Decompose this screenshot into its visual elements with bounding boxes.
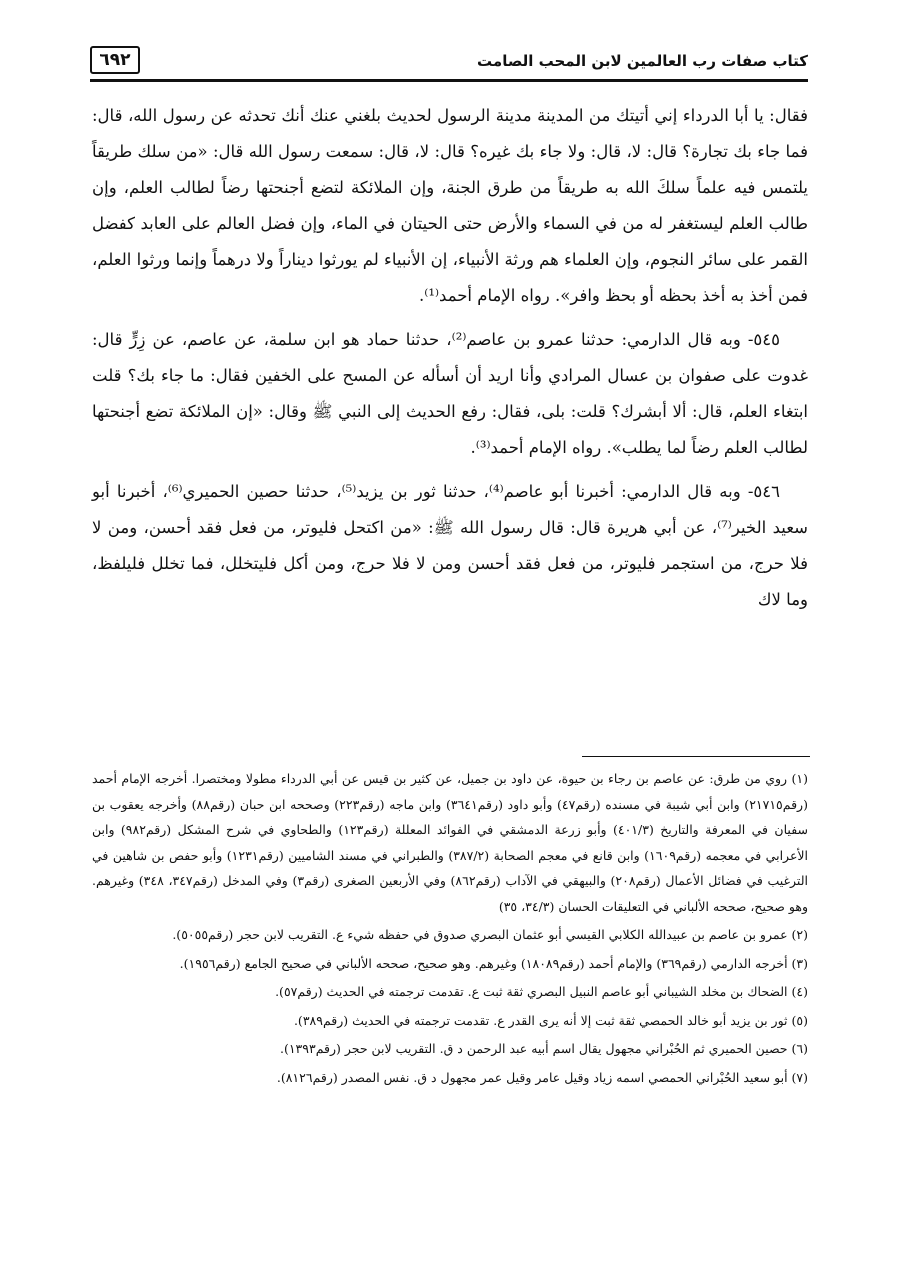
- header-divider: [90, 79, 808, 82]
- page-number: ٦٩٢: [90, 46, 140, 74]
- hadith-545: ٥٤٥- وبه قال الدارمي: حدثنا عمرو بن عاصم⁽²⁾، حدثنا حماد هو ابن سلمة، عن عاصم، عن زِرٍّ قال: غدوت على صفوان بن عسال المرادي وأنا اريد أن أسأله عن المسح على الخفين فقال: ما جاء بك؟ قلت ابتغاء العلم، قال: ألا أبشرك؟ قلت: بلى، فقال: رفع الحديث إلى النبي ﷺ وقال: «إن الملائكة تضع أجنحتها لطالب العلم رضاً لما يطلب». رواه الإمام أحمد⁽³⁾.: [92, 330, 808, 457]
- paragraph-continuation: فقال: يا أبا الدرداء إني أتيتك من المدينة مدينة الرسول لحديث بلغني عنك أنك تحدثه عن رسول الله، قال: فما جاء بك تجارة؟ قال: لا، قال: ولا جاء بك غيره؟ قال: لا، قال: سمعت رسول الله قال: «من سلك طريقاً يلتمس فيه علماً سلكَ الله به طريقاً من طرق الجنة، وإن الملائكة لتضع أجنحتها رضاً لطالب العلم، وإن طالب العلم ليستغفر له من في السماء والأرض حتى الحيتان في الماء، وإن فضل العالم على العابد كفضل القمر على سائر النجوم، وإن العلماء هم ورثة الأنبياء، إن الأنبياء لم يورثوا ديناراً ولا درهماً وإنما ورثوا العلم، فمن أخذ به أخذ بحظه أو بحظ وافر». رواه الإمام أحمد⁽¹⁾.: [92, 106, 808, 305]
- footnote-6: (٦) حصين الحميري ثم الحُبْراني مجهول يقال اسم أبيه عبد الرحمن د ق. التقريب لابن حجر (رقم١٣٩٣).: [279, 1041, 808, 1056]
- footnote-5: (٥) ثور بن يزيد أبو خالد الحمصي ثقة ثبت إلا أنه يرى القدر ع. تقدمت ترجمته في الحديث (رقم٣٨٩).: [293, 1012, 808, 1028]
- hadith-546: ٥٤٦- وبه قال الدارمي: أخبرنا أبو عاصم⁽⁴⁾، حدثنا ثور بن يزيد⁽⁵⁾، حدثنا حصين الحميري⁽⁶⁾، أخبرنا أبو سعيد الخير⁽⁷⁾، عن أبي هريرة قال: قال رسول الله ﷺ: «من اكتحل فليوتر، من فعل فقد أحسن، ومن لا فلا حرج، من استجمر فليوتر، من فعل فقد أحسن ومن لا فلا حرج، ومن أكل فليتخلل، فما تخلل فليلفظ، وما لاك: [92, 482, 809, 609]
- footnote-3: (٣) أخرجه الدارمي (رقم٣٦٩) والإمام أحمد (رقم١٨٠٨٩) وغيرهم. وهو صحيح، صححه الألباني في صحيح الجامع (رقم١٩٥٦).: [179, 955, 808, 971]
- book-title: كتاب صفات رب العالمين لابن المحب الصامت: [477, 52, 808, 70]
- footnote-7: (٧) أبو سعيد الحُبْراني الحمصي اسمه زياد وقيل عامر وقيل عمر مجهول د ق. نفس المصدر (رقم٨١٢٦).: [276, 1069, 808, 1085]
- footnotes: [92, 766, 808, 1093]
- main-text: [92, 98, 808, 626]
- page-header: [90, 46, 808, 80]
- footnote-1: (١) روي من طرق: عن عاصم بن رجاء بن حيوة، عن داود بن جميل، عن كثير بن قيس عن أبي الدرداء مطولا ومختصرا. أخرجه الإمام أحمد (رقم٢١٧١٥) وابن أبي شيبة في مسنده (رقم٤٧) وأبو داود (رقم٣٦٤١) وابن ماجه (رقم٢٢٣) وصححه ابن حبان (رقم٨٨) وأخرجه يعقوب بن سفيان في المعرفة والتاريخ (٤٠١/٣) وأبو زرعة الدمشقي في الفوائد المعللة (رقم١٢٣) والطحاوي في شرح المشكل (رقم٩٨٢) وابن الأعرابي في معجمه (رقم١٦٠٩) وابن قانع في معجم الصحابة (٣٨٧/٢) والطبراني في مسند الشاميين (رقم١٢٣١) وأبو حفص بن شاهين في الترغيب في فضائل الأعمال (رقم٢٠٨) والبيهقي في الآداب (رقم٨٦٢) وفي الأربعين الصغرى (رقم٣) وفي المدخل (رقم٣٤٧، ٣٤٨) وغيرهم. وهو صحيح، صححه الألباني في التعليقات الحسان (٣٤/٣، ٣٥): [92, 771, 809, 914]
- footnote-divider: [582, 756, 810, 757]
- footnote-2: (٢) عمرو بن عاصم بن عبيدالله الكلابي القيسي أبو عثمان البصري صدوق في حفظه شيء ع. التقريب لابن حجر (رقم٥٠٥٥).: [172, 927, 808, 942]
- footnote-4: (٤) الضحاك بن مخلد الشيباني أبو عاصم النبيل البصري ثقة ثبت ع. تقدمت ترجمته في الحديث (رقم٥٧).: [275, 984, 808, 999]
